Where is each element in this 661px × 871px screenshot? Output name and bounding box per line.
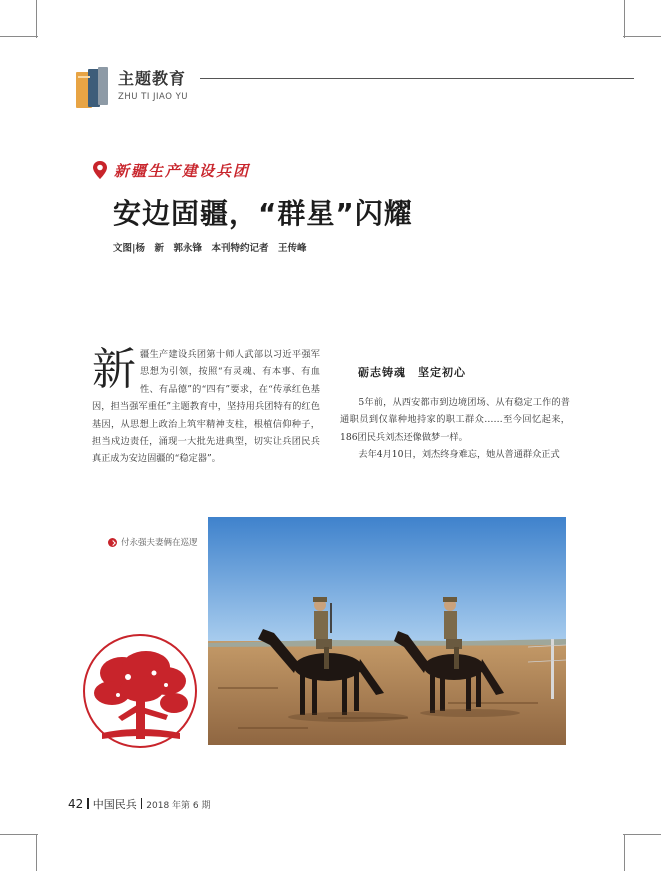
books-logo-icon bbox=[74, 66, 112, 110]
header-divider bbox=[200, 78, 634, 79]
section-title: 主题教育 bbox=[118, 69, 187, 88]
crop-mark bbox=[36, 834, 37, 871]
lead-text: 疆生产建设兵团第十师人武部以习近平强军思想为引领，按照“有灵魂、有本事、有血性、有品德”的“四有”要求，在“传承红色基因，担当强军重任”主题教育中，坚持用兵团特有的红色基因，从思想上政治上筑牢精神支柱，根植信仰种子，担当戍边责任，涌现一大批先进典型，切实让兵团民兵真正成为安边固疆的“稳定器”。 bbox=[92, 349, 320, 465]
article-kicker: 新疆生产建设兵团 bbox=[114, 162, 251, 180]
caption-arrow-icon bbox=[108, 538, 117, 547]
article-byline: 文图|杨 新 郭永锋 本刊特约记者 王传峰 bbox=[113, 243, 307, 254]
lead-paragraph bbox=[92, 346, 320, 468]
drop-cap: 新 bbox=[92, 344, 136, 395]
article-headline: 安边固疆，“群星”闪耀 bbox=[113, 197, 413, 230]
patrol-photo bbox=[208, 517, 566, 745]
right-column-text bbox=[340, 394, 570, 464]
body-paragraph: 5年前，从西安都市到边境团场、从有稳定工作的普通职员到仅靠种地持家的职工群众……至今回忆起来，186团民兵刘杰还像做梦一样。 bbox=[340, 397, 570, 443]
crop-mark bbox=[623, 36, 661, 37]
crop-mark bbox=[36, 0, 37, 38]
crop-mark bbox=[623, 834, 661, 835]
body-paragraph: 去年4月10日，刘杰终身难忘，她从普通群众正式 bbox=[358, 449, 560, 461]
page-number: 42 bbox=[68, 797, 84, 811]
crop-mark bbox=[624, 0, 625, 38]
section-subheading: 砺志铸魂 坚定初心 bbox=[358, 366, 466, 379]
folio-divider bbox=[141, 798, 143, 809]
location-pin-icon bbox=[92, 160, 108, 180]
photo-caption: 付永强夫妻俩在巡逻 bbox=[121, 538, 198, 548]
folio-divider bbox=[87, 798, 89, 809]
crop-mark bbox=[624, 834, 625, 871]
issue-label: 2018 年第 6 期 bbox=[146, 801, 211, 811]
magazine-name: 中国民兵 bbox=[92, 798, 137, 811]
crop-mark bbox=[0, 834, 38, 835]
section-pinyin: ZHU TI JIAO YU bbox=[118, 92, 189, 102]
red-tree-seal bbox=[82, 633, 198, 749]
crop-mark bbox=[0, 36, 38, 37]
page-folio bbox=[68, 796, 211, 812]
